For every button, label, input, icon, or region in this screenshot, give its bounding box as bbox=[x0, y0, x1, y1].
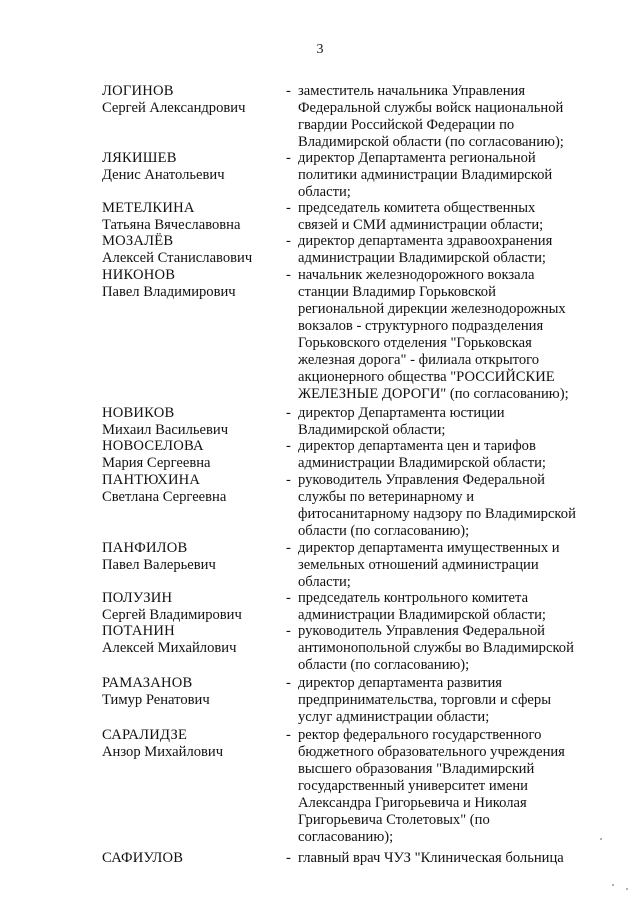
member-role bbox=[298, 623, 590, 674]
member-given-name: Алексей Михайлович bbox=[102, 640, 237, 656]
role-line: председатель контрольного комитета bbox=[298, 590, 529, 606]
member-person bbox=[102, 438, 282, 472]
member-surname: ЛЯКИШЕВ bbox=[102, 150, 177, 166]
member-given-name: Мария Сергеевна bbox=[102, 455, 211, 471]
member-person bbox=[102, 850, 282, 867]
member-role bbox=[298, 540, 590, 591]
member-given-name: Сергей Владимирович bbox=[102, 607, 242, 623]
role-line: Федеральной службы войск национальной bbox=[298, 100, 564, 116]
role-line: директор Департамента юстиции bbox=[298, 405, 505, 421]
role-line: руководитель Управления Федеральной bbox=[298, 472, 545, 488]
member-person bbox=[102, 150, 282, 184]
member-role bbox=[298, 267, 590, 403]
role-line: земельных отношений администрации bbox=[298, 557, 539, 573]
role-line: Александра Григорьевича и Николая bbox=[298, 795, 527, 811]
role-line: директор департамента цен и тарифов bbox=[298, 438, 536, 454]
member-person bbox=[102, 590, 282, 624]
role-line: политики администрации Владимирской bbox=[298, 167, 553, 183]
role-line: предпринимательства, торговли и сферы bbox=[298, 692, 551, 708]
member-surname: САРАЛИДЗЕ bbox=[102, 727, 188, 743]
scan-speck bbox=[626, 888, 628, 890]
role-line: области; bbox=[298, 184, 351, 200]
member-role bbox=[298, 850, 590, 867]
role-line: государственный университет имени bbox=[298, 778, 528, 794]
dash-separator: - bbox=[286, 233, 291, 249]
dash-separator: - bbox=[286, 727, 291, 743]
dash-separator: - bbox=[286, 438, 291, 454]
member-person bbox=[102, 233, 282, 267]
role-line: связей и СМИ администрации области; bbox=[298, 217, 544, 233]
member-role bbox=[298, 472, 590, 540]
role-line: ЖЕЛЕЗНЫЕ ДОРОГИ" (по согласованию); bbox=[298, 386, 569, 402]
member-surname: НИКОНОВ bbox=[102, 267, 176, 283]
role-line: заместитель начальника Управления bbox=[298, 83, 526, 99]
member-surname: РАМАЗАНОВ bbox=[102, 675, 193, 691]
dash-separator: - bbox=[286, 150, 291, 166]
role-line: согласованию); bbox=[298, 829, 394, 845]
role-line: высшего образования "Владимирский bbox=[298, 761, 535, 777]
member-role bbox=[298, 83, 590, 151]
role-line: Владимирской области; bbox=[298, 422, 446, 438]
member-role bbox=[298, 727, 590, 846]
role-line: директор департамента имущественных и bbox=[298, 540, 560, 556]
role-line: вокзалов - структурного подразделения bbox=[298, 318, 544, 334]
role-line: бюджетного образовательного учреждения bbox=[298, 744, 565, 760]
member-surname: МОЗАЛЁВ bbox=[102, 233, 174, 249]
member-person bbox=[102, 540, 282, 574]
member-surname: ЛОГИНОВ bbox=[102, 83, 174, 99]
member-given-name: Павел Владимирович bbox=[102, 284, 236, 300]
member-person bbox=[102, 267, 282, 301]
member-surname: ПОТАНИН bbox=[102, 623, 175, 639]
member-given-name: Тимур Ренатович bbox=[102, 692, 210, 708]
member-person bbox=[102, 83, 282, 117]
scan-speck bbox=[600, 838, 602, 840]
member-role bbox=[298, 405, 590, 439]
role-line: директор Департамента региональной bbox=[298, 150, 536, 166]
role-line: администрации Владимирской области; bbox=[298, 455, 546, 471]
dash-separator: - bbox=[286, 675, 291, 691]
role-line: директор департамента развития bbox=[298, 675, 503, 691]
member-role bbox=[298, 233, 590, 267]
dash-separator: - bbox=[286, 267, 291, 283]
member-surname: НОВОСЕЛОВА bbox=[102, 438, 204, 454]
member-given-name: Павел Валерьевич bbox=[102, 557, 216, 573]
role-line: администрации Владимирской области; bbox=[298, 250, 546, 266]
scan-speck bbox=[612, 884, 614, 886]
role-line: Владимирской области (по согласованию); bbox=[298, 134, 564, 150]
member-person bbox=[102, 405, 282, 439]
page-number: 3 bbox=[316, 42, 324, 57]
member-role bbox=[298, 590, 590, 624]
role-line: региональной дирекции железнодорожных bbox=[298, 301, 566, 317]
member-surname: САФИУЛОВ bbox=[102, 850, 184, 866]
member-given-name: Светлана Сергеевна bbox=[102, 489, 227, 505]
role-line: Горьковского отделения "Горьковская bbox=[298, 335, 532, 351]
role-line: администрации Владимирской области; bbox=[298, 607, 546, 623]
member-person bbox=[102, 623, 282, 657]
member-person bbox=[102, 727, 282, 761]
dash-separator: - bbox=[286, 623, 291, 639]
role-line: станции Владимир Горьковской bbox=[298, 284, 496, 300]
member-given-name: Анзор Михайлович bbox=[102, 744, 224, 760]
dash-separator: - bbox=[286, 590, 291, 606]
dash-separator: - bbox=[286, 405, 291, 421]
role-line: службы по ветеринарному и bbox=[298, 489, 475, 505]
member-role bbox=[298, 438, 590, 472]
role-line: руководитель Управления Федеральной bbox=[298, 623, 545, 639]
member-surname: НОВИКОВ bbox=[102, 405, 175, 421]
role-line: области (по согласованию); bbox=[298, 523, 470, 539]
member-person bbox=[102, 472, 282, 506]
member-role bbox=[298, 675, 590, 726]
role-line: гвардии Российской Федерации по bbox=[298, 117, 515, 133]
role-line: области; bbox=[298, 574, 351, 590]
member-surname: ПОЛУЗИН bbox=[102, 590, 173, 606]
member-role bbox=[298, 150, 590, 201]
role-line: ректор федерального государственного bbox=[298, 727, 542, 743]
role-line: председатель комитета общественных bbox=[298, 200, 536, 216]
dash-separator: - bbox=[286, 472, 291, 488]
member-surname: МЕТЕЛКИНА bbox=[102, 200, 195, 216]
role-line: фитосанитарному надзору по Владимирской bbox=[298, 506, 576, 522]
role-line: директор департамента здравоохранения bbox=[298, 233, 553, 249]
role-line: главный врач ЧУЗ "Клиническая больница bbox=[298, 850, 564, 866]
member-role bbox=[298, 200, 590, 234]
dash-separator: - bbox=[286, 83, 291, 99]
member-surname: ПАНТЮХИНА bbox=[102, 472, 201, 488]
member-given-name: Денис Анатольевич bbox=[102, 167, 225, 183]
dash-separator: - bbox=[286, 850, 291, 866]
role-line: начальник железнодорожного вокзала bbox=[298, 267, 535, 283]
member-given-name: Сергей Александрович bbox=[102, 100, 246, 116]
member-person bbox=[102, 200, 282, 234]
role-line: железная дорога" - филиала открытого bbox=[298, 352, 540, 368]
role-line: области (по согласованию); bbox=[298, 657, 470, 673]
member-given-name: Михаил Васильевич bbox=[102, 422, 229, 438]
role-line: Григорьевича Столетовых" (по bbox=[298, 812, 490, 828]
role-line: антимонопольной службы во Владимирской bbox=[298, 640, 574, 656]
member-person bbox=[102, 675, 282, 709]
dash-separator: - bbox=[286, 200, 291, 216]
role-line: услуг администрации области; bbox=[298, 709, 490, 725]
member-surname: ПАНФИЛОВ bbox=[102, 540, 188, 556]
role-line: акционерного общества "РОССИЙСКИЕ bbox=[298, 369, 555, 385]
dash-separator: - bbox=[286, 540, 291, 556]
member-given-name: Алексей Станиславович bbox=[102, 250, 253, 266]
member-given-name: Татьяна Вячеславовна bbox=[102, 217, 241, 233]
